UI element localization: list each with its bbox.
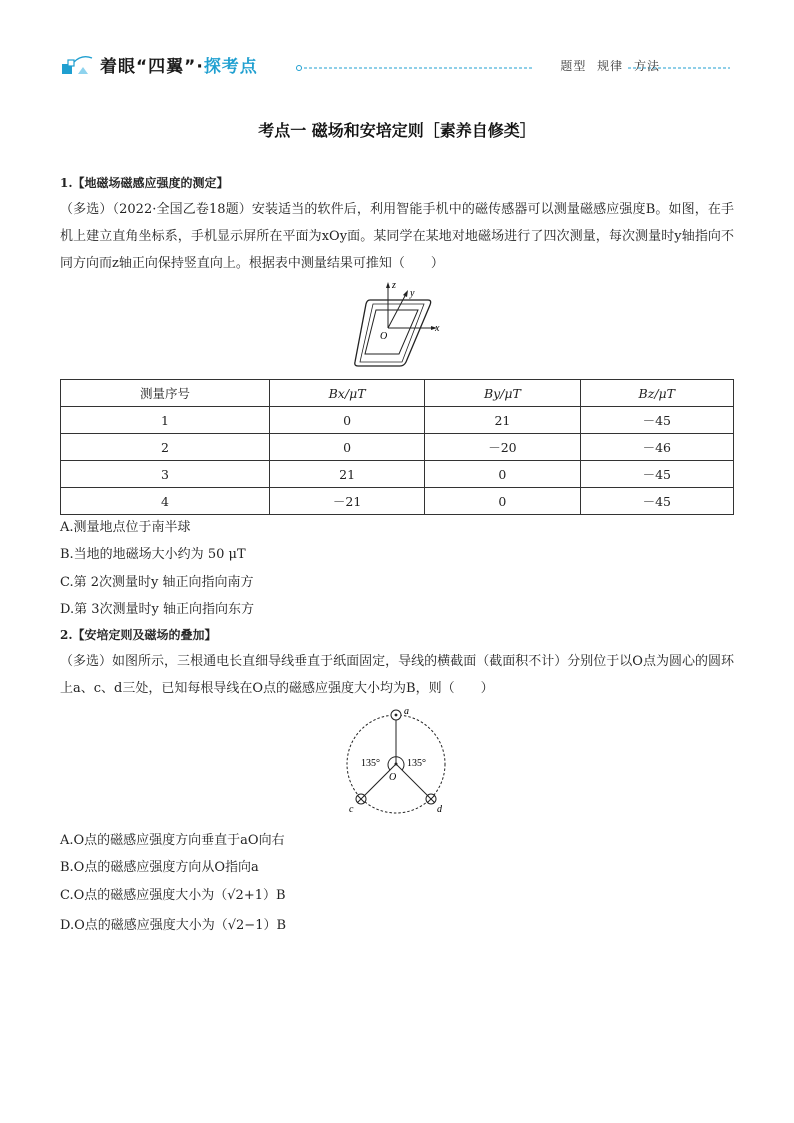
q1-measurement-table (60, 379, 734, 515)
table-cell: 4 (61, 488, 270, 515)
axis-x-label: x (435, 323, 440, 334)
table-cell: －46 (580, 434, 733, 461)
table-cell: －45 (580, 407, 733, 434)
table-cell: 0 (425, 461, 580, 488)
axis-z-label: z (392, 280, 396, 291)
page-header (60, 50, 730, 80)
table-row (61, 434, 734, 461)
q1-option-c: C.第 2次测量时y 轴正向指向南方 (60, 575, 254, 590)
table-cell: 0 (269, 407, 424, 434)
q1-option-b: B.当地的地磁场大小约为 50 μT (60, 547, 246, 562)
q1-phone-figure (340, 278, 450, 373)
q2-label: 2.【安培定则及磁场的叠加】 (60, 628, 217, 642)
table-header: Bz/μT (580, 380, 733, 407)
point-a-label: a (404, 706, 409, 717)
q1-label: 1.【地磁场磁感应强度的测定】 (60, 176, 229, 190)
table-cell: －45 (580, 488, 733, 515)
point-d-label: d (437, 804, 442, 814)
header-dashed-line (296, 65, 730, 71)
header-logo-icon (60, 52, 96, 80)
q2-option-b: B.O点的磁感应强度方向从O指向a (60, 860, 259, 875)
table-cell: 21 (269, 461, 424, 488)
angle-left-label: 135° (361, 758, 380, 769)
header-right-text: 题型 规律 方法 (560, 59, 660, 73)
point-c-label: c (349, 804, 354, 814)
q2-option-d: D.O点的磁感应强度大小为（√2−1）B (60, 918, 287, 933)
table-header-row (61, 380, 734, 407)
q1-option-a: A.测量地点位于南半球 (60, 520, 191, 535)
q2-option-a: A.O点的磁感应强度方向垂直于aO向右 (60, 833, 285, 848)
table-cell: 0 (425, 488, 580, 515)
table-cell: 0 (269, 434, 424, 461)
q2-stem: （多选）如图所示，三根通电长直细导线垂直于纸面固定，导线的横截面（截面积不计）分别位于以O点为圆心的圆环上a、c、d三处，已知每根导线在O点的磁感应强度大小均为B，则（ ） (60, 654, 734, 696)
table-cell: 21 (425, 407, 580, 434)
table-cell: －45 (580, 461, 733, 488)
q2-option-c: C.O点的磁感应强度大小为（√2+1）B (60, 888, 286, 903)
table-header: By/μT (425, 380, 580, 407)
table-cell: －20 (425, 434, 580, 461)
header-title: 着眼“四翼”·探考点 (100, 57, 258, 77)
table-header: 测量序号 (61, 380, 270, 407)
q1-option-d: D.第 3次测量时y 轴正向指向东方 (60, 602, 254, 617)
table-header: Bx/μT (269, 380, 424, 407)
axis-y-label: y (410, 288, 415, 299)
table-row (61, 407, 734, 434)
table-row (61, 461, 734, 488)
table-cell: －21 (269, 488, 424, 515)
section-title: 考点一 磁场和安培定则［素养自修类］ (258, 121, 536, 140)
table-cell: 2 (61, 434, 270, 461)
origin-label: O (389, 772, 397, 783)
q1-stem: （多选）（2022·全国乙卷18题）安装适当的软件后，利用智能手机中的磁传感器可以测量磁感应强度B。如图，在手机上建立直角坐标系，手机显示屏所在平面为xOy面。某同学在某地对地磁场进行了四次测量，每次测量时y轴指向不同方向而z轴正向保持竖直向上。根据表中测量结果可推知（ ） (60, 202, 734, 271)
table-cell: 3 (61, 461, 270, 488)
table-row (61, 488, 734, 515)
origin-label: O (380, 331, 388, 342)
angle-right-label: 135° (407, 758, 426, 769)
q2-circle-figure (340, 702, 454, 814)
table-cell: 1 (61, 407, 270, 434)
